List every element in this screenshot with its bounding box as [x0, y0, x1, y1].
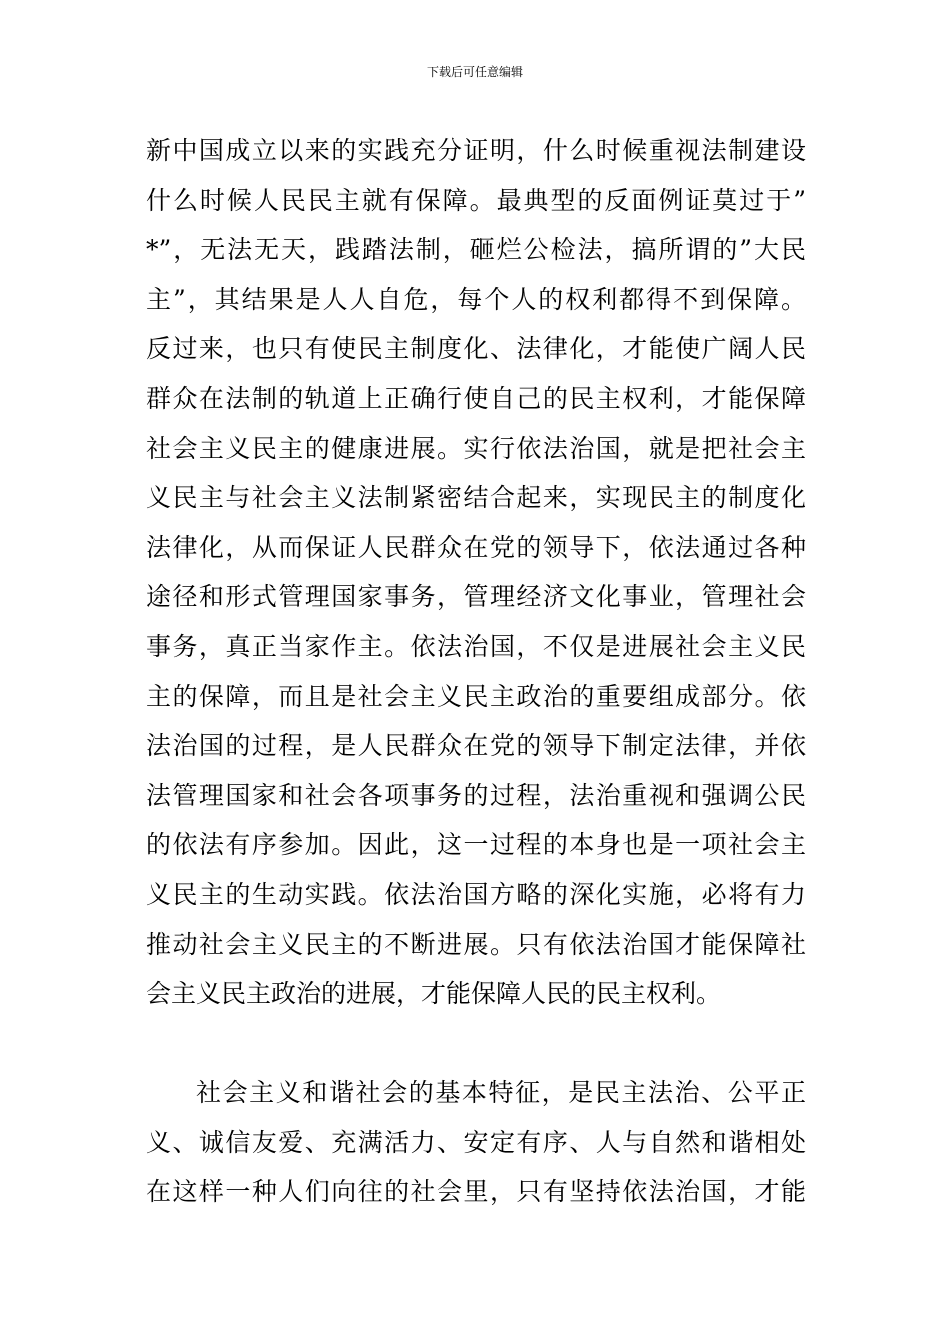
paragraph-2 — [146, 1068, 806, 1217]
text-line: 新中国成立以来的实践充分证明，什么时候重视法制建设 — [146, 136, 806, 165]
text-line: 反过来，也只有使民主制度化、法律化，才能使广阔人民 — [146, 334, 806, 364]
text-line: 社会主义和谐社会的基本特征，是民主法治、公平正 — [196, 1078, 806, 1108]
paragraph-1 — [146, 126, 806, 1019]
text-line: 社会主义民主的健康进展。实行依法治国，就是把社会主 — [146, 433, 806, 463]
text-line: 主的保障，而且是社会主义民主政治的重要组成部分。依 — [146, 681, 806, 711]
page-header: 下载后可任意编辑 — [426, 65, 523, 79]
text-line: 的依法有序参加。因此，这一过程的本身也是一项社会主 — [146, 830, 806, 860]
text-line: 事务，真正当家作主。依法治国，不仅是进展社会主义民 — [146, 631, 806, 661]
text-line: 法律化，从而保证人民群众在党的领导下，依法通过各种 — [146, 532, 806, 562]
paragraph-spacer — [146, 1019, 806, 1069]
text-line: *”，无法无天，践踏法制，砸烂公检法，搞所谓的”大民 — [146, 235, 806, 265]
document-body — [146, 126, 806, 1217]
text-line: 义民主的生动实践。依法治国方略的深化实施，必将有力 — [146, 879, 806, 909]
text-line: 主”，其结果是人人自危，每个人的权利都得不到保障。 — [146, 284, 806, 314]
text-line: 推动社会主义民主的不断进展。只有依法治国才能保障社 — [146, 929, 806, 959]
text-line: 途径和形式管理国家事务，管理经济文化事业，管理社会 — [146, 582, 806, 612]
text-line: 群众在法制的轨道上正确行使自己的民主权利，才能保障 — [146, 383, 806, 413]
text-line: 什么时候人民民主就有保障。最典型的反面例证莫过于” — [146, 185, 806, 215]
text-line: 法治国的过程，是人民群众在党的领导下制定法律，并依 — [146, 731, 806, 761]
text-line: 义、诚信友爱、充满活力、安定有序、人与自然和谐相处 — [146, 1127, 806, 1157]
text-line: 义民主与社会主义法制紧密结合起来，实现民主的制度化 — [146, 483, 806, 513]
text-line: 在这样一种人们向往的社会里，只有坚持依法治国，才能 — [146, 1177, 806, 1207]
text-line: 会主义民主政治的进展，才能保障人民的民主权利。 — [146, 979, 722, 1009]
text-line: 法管理国家和社会各项事务的过程，法治重视和强调公民 — [146, 780, 806, 810]
